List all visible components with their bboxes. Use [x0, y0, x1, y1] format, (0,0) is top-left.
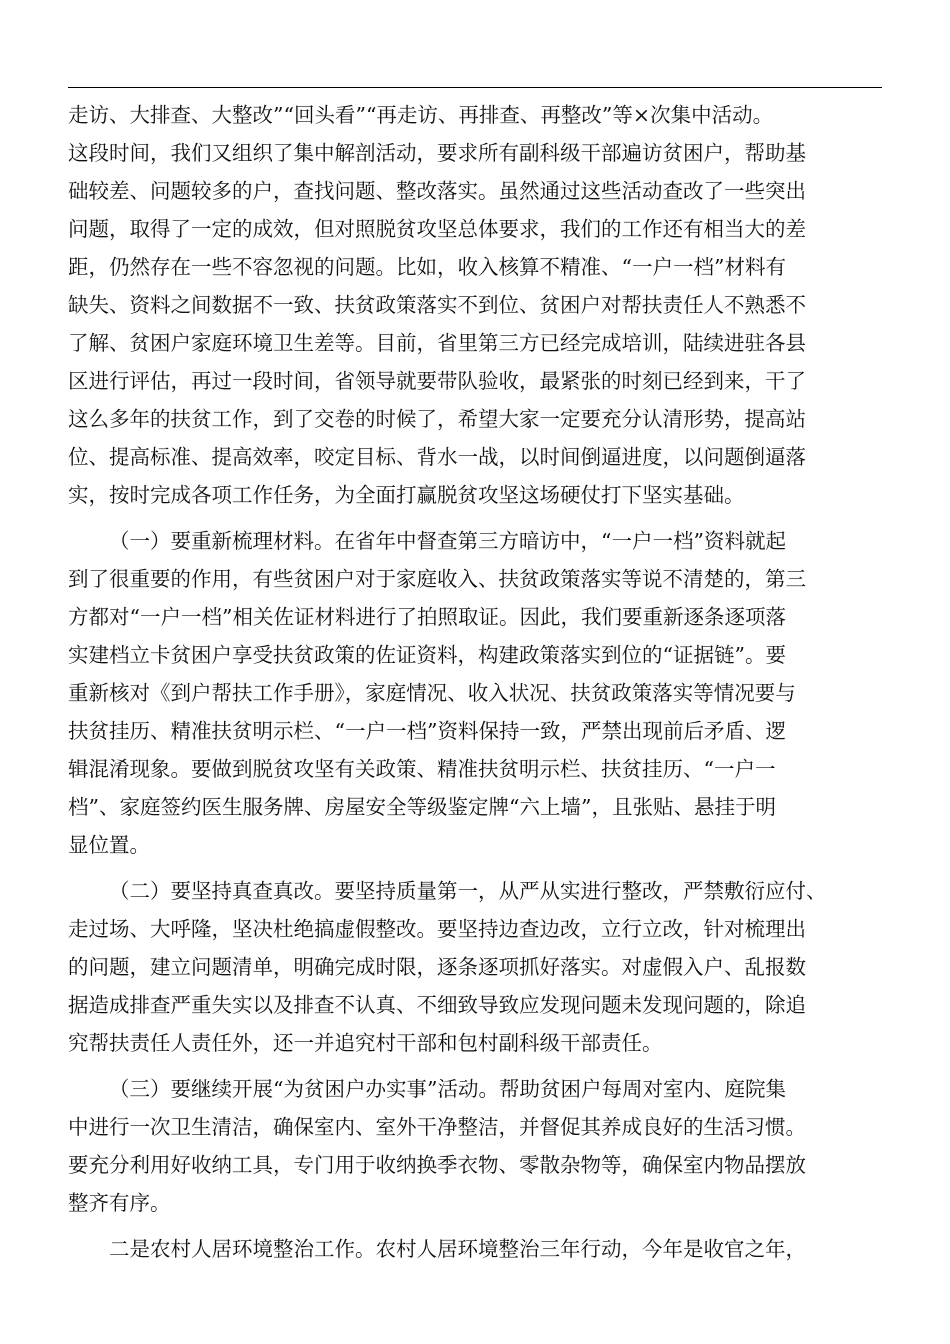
text-line: 区进行评估，再过一段时间，省领导就要带队验收，最紧张的时刻已经到来，干了: [68, 369, 806, 393]
text-line: 究帮扶责任人责任外，还一并追究村干部和包村副科级干部责任。: [68, 1031, 663, 1055]
paragraph-gap: [68, 1222, 886, 1230]
text-line: （一）要重新梳理材料。在省年中督查第三方暗访中，“一户一档”资料就起: [109, 529, 786, 553]
paragraph-gap: [68, 514, 886, 522]
text-line: 位、提高标准、提高效率，咬定目标、背水一战，以时间倒逼进度，以问题倒逼落: [68, 445, 806, 469]
text-line: 的问题，建立问题清单，明确完成时限，逐条逐项抓好落实。对虚假入户、乱报数: [68, 955, 806, 979]
paragraph: [68, 1230, 886, 1268]
paragraph: [68, 522, 886, 864]
text-line: 到了很重要的作用，有些贫困户对于家庭收入、扶贫政策落实等说不清楚的，第三: [68, 567, 806, 591]
paragraph: [68, 96, 886, 514]
text-line: 问题，取得了一定的成效，但对照脱贫攻坚总体要求，我们的工作还有相当大的差: [68, 217, 806, 241]
text-line: 扶贫挂历、精准扶贫明示栏、“一户一档”资料保持一致，严禁出现前后矛盾、逻: [68, 719, 786, 743]
text-line: 中进行一次卫生清洁，确保室内、室外干净整洁，并督促其养成良好的生活习惯。: [68, 1115, 806, 1139]
text-line: 这段时间，我们又组织了集中解剖活动，要求所有副科级干部遍访贫困户，帮助基: [68, 141, 806, 165]
text-line: 二是农村人居环境整治工作。农村人居环境整治三年行动，今年是收官之年，: [109, 1237, 806, 1261]
text-line: 据造成排查严重失实以及排查不认真、不细致导致应发现问题未发现问题的，除追: [68, 993, 806, 1017]
text-line: 辑混淆现象。要做到脱贫攻坚有关政策、精准扶贫明示栏、扶贫挂历、“一户一: [68, 757, 776, 781]
text-line: 实，按时完成各项工作任务，为全面打赢脱贫攻坚这场硬仗打下坚实基础。: [68, 483, 745, 507]
text-line: 缺失、资料之间数据不一致、扶贫政策落实不到位、贫困户对帮扶责任人不熟悉不: [68, 293, 806, 317]
text-line: （二）要坚持真查真改。要坚持质量第一，从严从实进行整改，严禁敷衍应付、: [109, 879, 827, 903]
header-rule: [68, 87, 882, 88]
text-line: 距，仍然存在一些不容忽视的问题。比如，收入核算不精准、“一户一档”材料有: [68, 255, 786, 279]
paragraph: [68, 1070, 886, 1222]
document-body: [68, 96, 886, 1268]
paragraph-gap: [68, 1062, 886, 1070]
text-line: 这么多年的扶贫工作，到了交卷的时候了，希望大家一定要充分认清形势，提高站: [68, 407, 806, 431]
paragraph: [68, 872, 886, 1062]
text-line: （三）要继续开展“为贫困户办实事”活动。帮助贫困户每周对室内、庭院集: [109, 1077, 786, 1101]
text-line: 方都对“一户一档”相关佐证材料进行了拍照取证。因此，我们要重新逐条逐项落: [68, 605, 786, 629]
text-line: 走访、大排查、大整改”“回头看”“再走访、再排查、再整改”等×次集中活动。: [68, 103, 774, 127]
text-line: 整齐有序。: [68, 1191, 171, 1215]
paragraph-gap: [68, 864, 886, 872]
text-line: 础较差、问题较多的户，查找问题、整改落实。虽然通过这些活动查改了一些突出: [68, 179, 806, 203]
text-line: 重新核对《到户帮扶工作手册》，家庭情况、收入状况、扶贫政策落实等情况要与: [68, 681, 796, 705]
text-line: 显位置。: [68, 833, 150, 857]
text-line: 档”、家庭签约医生服务牌、房屋安全等级鉴定牌“六上墙”，且张贴、悬挂于明: [68, 795, 776, 819]
text-line: 要充分利用好收纳工具，专门用于收纳换季衣物、零散杂物等，确保室内物品摆放: [68, 1153, 806, 1177]
text-line: 走过场、大呼隆，坚决杜绝搞虚假整改。要坚持边查边改，立行立改，针对梳理出: [68, 917, 806, 941]
text-line: 实建档立卡贫困户享受扶贫政策的佐证资料，构建政策落实到位的“证据链”。要: [68, 643, 786, 667]
text-line: 了解、贫困户家庭环境卫生差等。目前，省里第三方已经完成培训，陆续进驻各县: [68, 331, 806, 355]
